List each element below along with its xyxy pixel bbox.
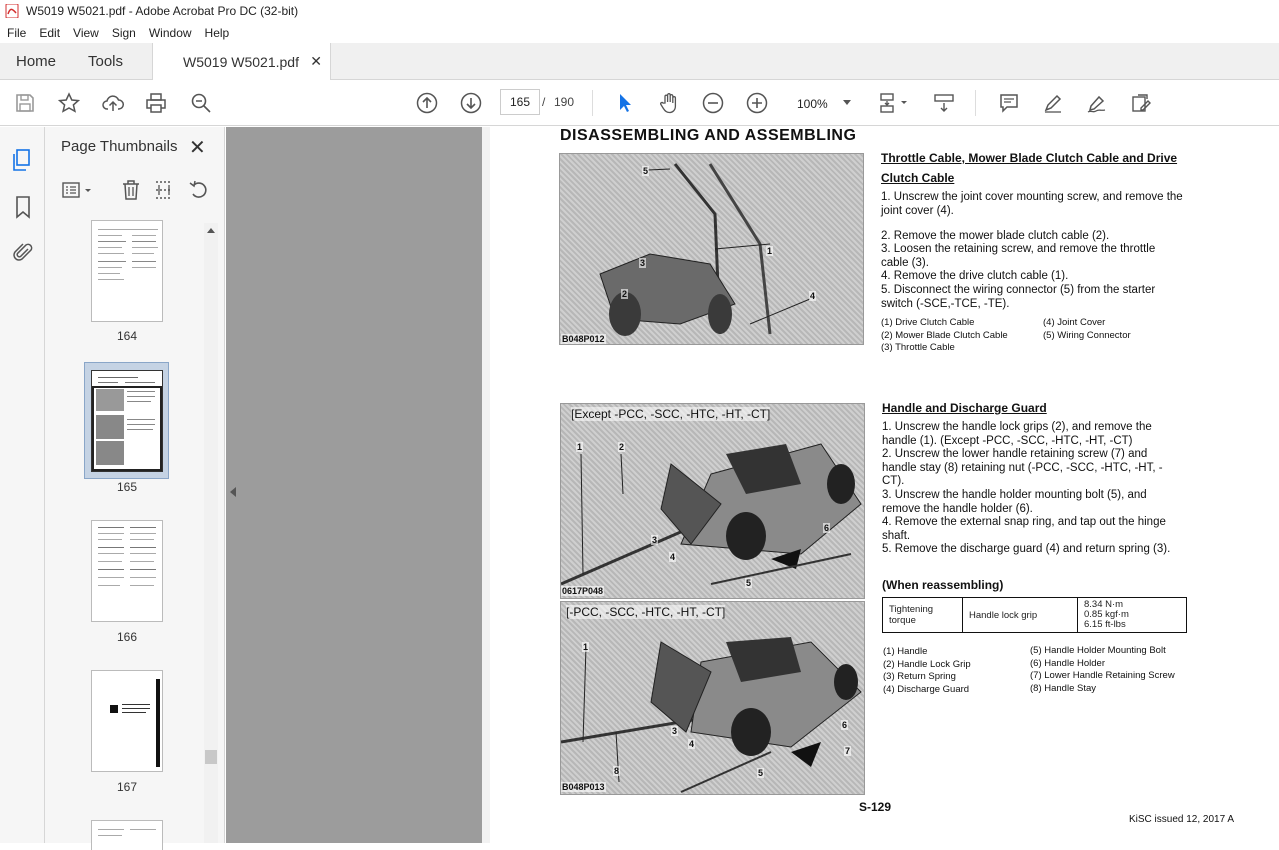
tab-document[interactable] — [152, 43, 331, 81]
legend-left — [883, 646, 971, 696]
torque-values — [1078, 598, 1187, 633]
hand-tool-icon[interactable] — [657, 91, 681, 115]
callout-7: 7 — [845, 746, 851, 756]
callout-2: 2 — [622, 289, 628, 299]
legend-item: (8) Handle Stay — [1030, 682, 1097, 694]
photo-code: B048P012 — [562, 334, 605, 344]
menu-sign[interactable]: Sign — [111, 25, 136, 40]
page-display-icon[interactable] — [877, 91, 913, 115]
page-separator: / — [542, 95, 546, 109]
legend-item: (5) Wiring Connector — [1043, 329, 1131, 341]
callout-2: 2 — [619, 442, 625, 452]
save-icon[interactable] — [13, 91, 37, 115]
legend-item: (3) Return Spring — [883, 671, 956, 682]
zoom-out-icon[interactable] — [701, 91, 725, 115]
step-5: 5. Remove the discharge guard (4) and return spring (3). — [882, 543, 1171, 555]
step-3: 3. Loosen the retaining screw, and remove the throttle cable (3). — [881, 243, 1156, 269]
thumbnail-page-167[interactable] — [91, 670, 163, 772]
callout-5: 5 — [643, 166, 649, 176]
photo-handle-pcc — [560, 601, 865, 795]
page-footer: KiSC issued 12, 2017 A — [1129, 814, 1235, 825]
legend-item: (2) Mower Blade Clutch Cable — [881, 329, 1008, 341]
close-tab-icon[interactable]: ✕ — [310, 53, 322, 69]
step-4: 4. Remove the drive clutch cable (1). — [881, 270, 1069, 282]
torque-value-nm: 8.34 N·m — [1084, 599, 1124, 610]
next-page-icon[interactable] — [459, 91, 483, 115]
step-2: 2. Remove the mower blade clutch cable (2). — [881, 230, 1110, 242]
thumbnail-label-164: 164 — [116, 329, 138, 343]
thumbnail-scrollbar[interactable] — [204, 223, 218, 843]
zoom-in-icon[interactable] — [745, 91, 769, 115]
menu-file[interactable]: File — [7, 25, 27, 40]
menu-bar — [0, 22, 1279, 43]
torque-label: Tightening torque — [883, 598, 963, 633]
legend-item: (6) Handle Holder — [1030, 657, 1105, 669]
bookmark-icon[interactable] — [11, 195, 35, 219]
legend-right — [1043, 317, 1131, 342]
scroll-up-icon[interactable] — [207, 228, 215, 233]
select-cursor-icon[interactable] — [613, 91, 637, 115]
callout-3: 3 — [652, 535, 658, 545]
menu-edit[interactable]: Edit — [39, 25, 61, 40]
close-panel-icon[interactable]: ✕ — [189, 137, 206, 159]
callout-4: 4 — [689, 739, 695, 749]
page-thumbnails-panel — [45, 127, 225, 843]
thumbnail-options-icon[interactable] — [61, 179, 95, 201]
toolbar-divider — [975, 90, 976, 116]
callout-4: 4 — [670, 552, 676, 562]
step-3: 3. Unscrew the handle holder mounting bolt (5), and remove the handle holder (6). — [882, 489, 1147, 515]
step-4: 4. Remove the external snap ring, and tap out the hinge shaft. — [882, 516, 1166, 542]
thumbnail-page-168[interactable] — [91, 820, 163, 850]
thumbnail-page-166[interactable] — [91, 520, 163, 622]
legend-left — [881, 317, 1008, 355]
total-pages: 190 — [554, 95, 575, 109]
torque-item: Handle lock grip — [963, 598, 1078, 633]
menu-window[interactable]: Window — [148, 25, 192, 40]
thumbnail-label-166: 166 — [116, 630, 138, 644]
window-title: W5019 W5021.pdf - Adobe Acrobat Pro DC (32-bit) — [26, 4, 299, 18]
callout-5: 5 — [746, 578, 752, 588]
callout-3: 3 — [640, 258, 646, 268]
photo-code: 0617P048 — [562, 586, 604, 596]
reassembly-title: (When reassembling) — [882, 578, 1004, 592]
callout-5: 5 — [758, 768, 764, 778]
page-number-input[interactable]: 165 — [500, 89, 540, 115]
legend-item: (2) Handle Lock Grip — [883, 658, 971, 670]
step-5: 5. Disconnect the wiring connector (5) from the starter switch (-SCE,-TCE, -TE). — [881, 284, 1156, 310]
toolbar-divider — [592, 90, 593, 116]
menu-help[interactable]: Help — [204, 25, 230, 40]
chevron-down-icon — [843, 100, 851, 105]
torque-value-ftlbs: 6.15 ft-lbs — [1084, 619, 1126, 630]
callout-1: 1 — [583, 642, 589, 652]
tab-document-label: W5019 W5021.pdf — [183, 54, 299, 70]
legend-item: (3) Throttle Cable — [881, 342, 955, 353]
search-zoom-icon[interactable] — [189, 91, 213, 115]
extract-pages-icon[interactable] — [153, 179, 175, 201]
step-2: 2. Unscrew the lower handle retaining screw (7) and handle stay (8) retaining nut (-PCC, -SCC, -HTC, -HT, -CT). — [882, 448, 1163, 487]
photo-cables — [559, 153, 864, 345]
thumbnail-label-167: 167 — [116, 780, 138, 794]
photo-caption: [-PCC, -SCC, -HTC, -HT, -CT] — [566, 605, 726, 619]
highlight-pen-icon[interactable] — [1041, 91, 1065, 115]
thumbnail-page-165[interactable] — [91, 370, 163, 472]
legend-item: (1) Drive Clutch Cable — [881, 317, 975, 328]
tab-home[interactable]: Home — [16, 53, 57, 70]
section-title-handle: Handle and Discharge Guard — [882, 401, 1047, 415]
fill-sign-icon[interactable] — [1129, 91, 1153, 115]
torque-table — [882, 597, 1187, 633]
callout-4: 4 — [810, 291, 816, 301]
page-number-label: S-129 — [859, 800, 892, 814]
left-rail — [0, 127, 45, 843]
tab-bar — [0, 43, 1279, 80]
sign-pen-icon[interactable] — [1085, 91, 1109, 115]
step-1: 1. Unscrew the handle lock grips (2), and remove the handle (1). (Except -PCC, -SCC, -HTC, -HT, -CT) — [882, 421, 1152, 447]
collapse-panel-icon[interactable] — [230, 487, 236, 497]
legend-item: (4) Discharge Guard — [883, 683, 970, 695]
zoom-level-select[interactable] — [789, 93, 859, 115]
document-viewer — [226, 127, 1279, 843]
thumbnail-label-165: 165 — [116, 480, 138, 494]
attachment-icon[interactable] — [11, 241, 35, 265]
title-bar — [0, 0, 1279, 22]
scroll-mode-icon[interactable] — [932, 91, 956, 115]
callout-8: 8 — [614, 766, 620, 776]
photo-code: B048P013 — [562, 782, 605, 792]
page-thumbnails-icon[interactable] — [11, 148, 35, 172]
bookmark-star-icon[interactable] — [57, 91, 81, 115]
menu-view[interactable]: View — [73, 25, 99, 40]
upload-cloud-icon[interactable] — [101, 91, 125, 115]
callout-6: 6 — [842, 720, 848, 730]
print-icon[interactable] — [144, 91, 168, 115]
page-heading: DISASSEMBLING AND ASSEMBLING — [560, 127, 857, 144]
photo-handle-except — [560, 403, 865, 599]
callout-6: 6 — [824, 523, 830, 533]
panel-title: Page Thumbnails — [61, 138, 178, 155]
delete-page-icon[interactable] — [120, 179, 142, 201]
legend-item: (5) Handle Holder Mounting Bolt — [1030, 645, 1166, 656]
document-page — [482, 127, 1279, 843]
zoom-level-value: 100% — [797, 97, 828, 111]
legend-item: (7) Lower Handle Retaining Screw — [1030, 670, 1175, 681]
callout-1: 1 — [767, 246, 773, 256]
torque-value-kgfm: 0.85 kgf·m — [1084, 609, 1129, 620]
photo-caption: [Except -PCC, -SCC, -HTC, -HT, -CT] — [571, 407, 771, 421]
legend-item: (4) Joint Cover — [1043, 317, 1106, 328]
section-title-cables-line2: Clutch Cable — [881, 171, 955, 185]
section-title-cables-line1: Throttle Cable, Mower Blade Clutch Cable and Drive — [881, 151, 1178, 165]
legend-right — [1030, 645, 1175, 695]
toolbar — [0, 80, 1279, 126]
legend-item: (1) Handle — [883, 646, 928, 657]
comment-icon[interactable] — [997, 91, 1021, 115]
step-1: 1. Unscrew the joint cover mounting screw, and remove the joint cover (4). — [881, 191, 1183, 217]
callout-1: 1 — [577, 442, 583, 452]
acrobat-icon — [5, 4, 19, 18]
tab-tools[interactable]: Tools — [88, 53, 124, 70]
thumbnail-page-164[interactable] — [91, 220, 163, 322]
previous-page-icon[interactable] — [415, 91, 439, 115]
scrollbar-thumb[interactable] — [205, 750, 217, 764]
rotate-page-icon[interactable] — [188, 179, 210, 201]
callout-3: 3 — [672, 726, 678, 736]
